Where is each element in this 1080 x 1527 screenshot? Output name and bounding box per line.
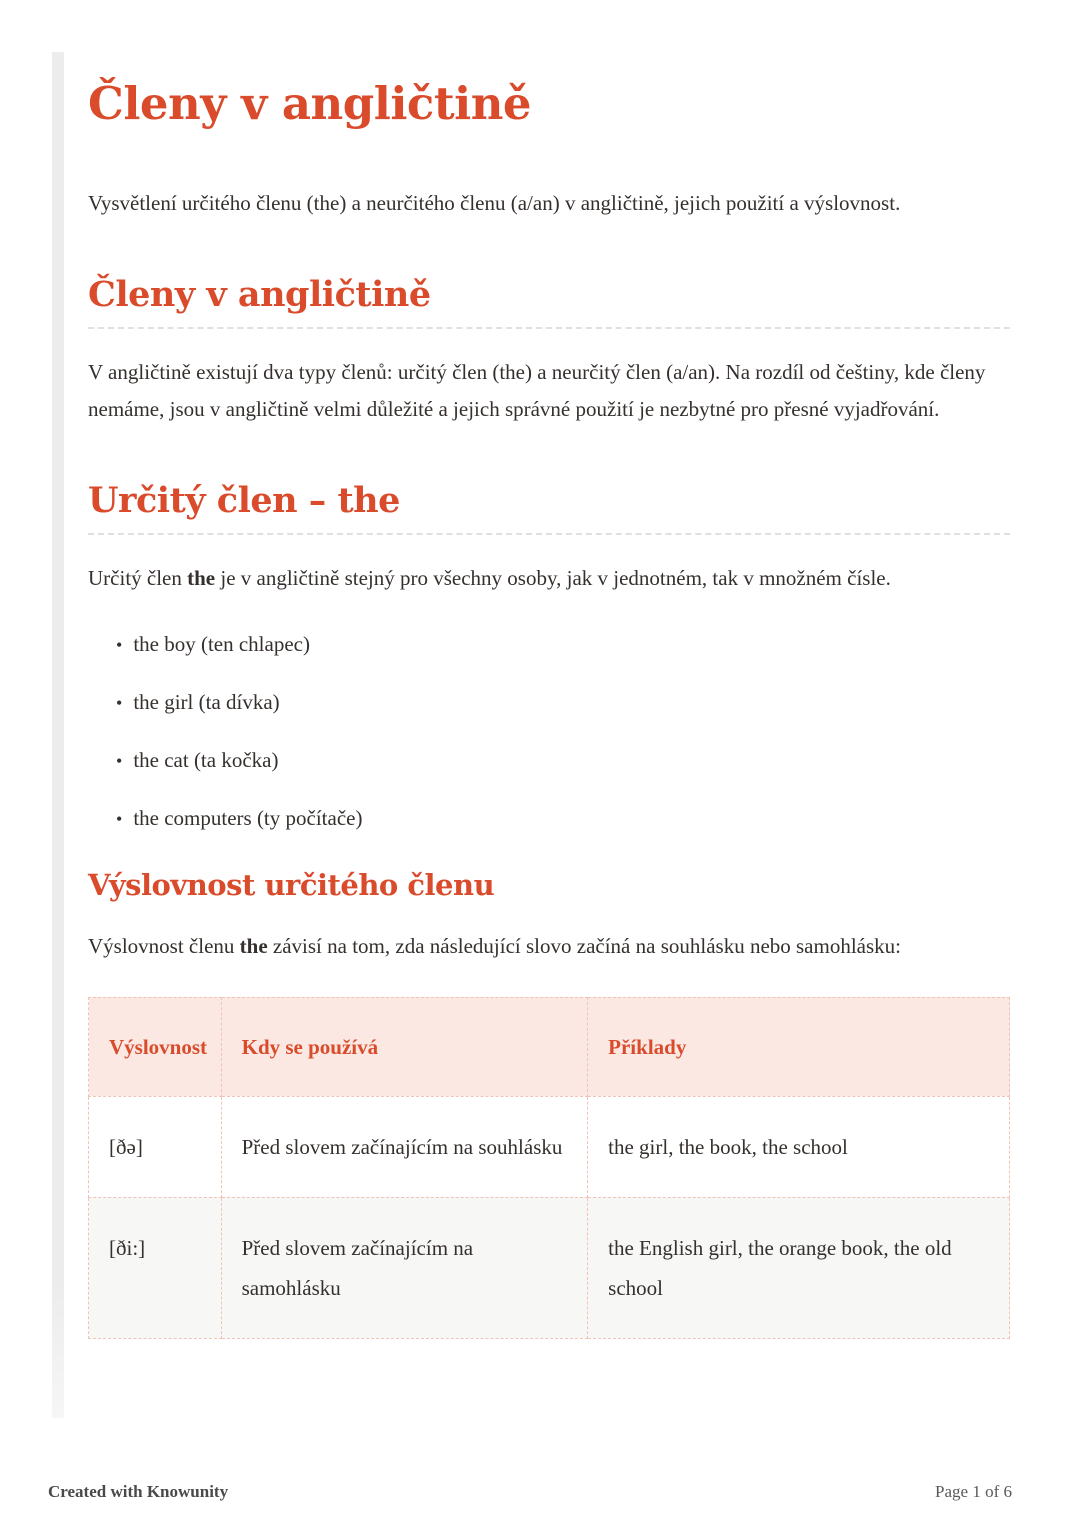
cell-usage: Před slovem začínajícím na samohlásku bbox=[221, 1197, 588, 1338]
list-item bbox=[116, 683, 1010, 722]
pronunciation-paragraph bbox=[88, 928, 1010, 965]
paragraph-text: Výslovnost členu bbox=[88, 933, 240, 958]
list-item-text: the girl (ta dívka) bbox=[133, 689, 280, 714]
paragraph-text: je v angličtině stejný pro všechny osoby, jak v jednotném, tak v množném čísle. bbox=[215, 565, 891, 590]
footer-brand-text: Created with Knowunity bbox=[48, 1482, 229, 1501]
list-item bbox=[116, 799, 1010, 838]
bold-term: the bbox=[239, 933, 268, 958]
list-item bbox=[116, 625, 1010, 664]
column-header-examples: Příklady bbox=[588, 997, 1010, 1096]
column-header-usage: Kdy se používá bbox=[221, 997, 588, 1096]
section-heading-overview: Členy v angličtině bbox=[88, 274, 1010, 329]
bullet-icon bbox=[116, 690, 133, 714]
page-footer bbox=[48, 1482, 1012, 1502]
overview-paragraph: V angličtině existují dva typy členů: určitý člen (the) a neurčitý člen (a/an). Na rozdíl od češtiny, kde členy nemáme, jsou v angličtině velmi důležité a jejich správné použití je nezbytné pro přesné vyjadřování. bbox=[88, 359, 986, 421]
cell-usage: Před slovem začínajícím na souhlásku bbox=[221, 1096, 588, 1197]
list-item-text: the cat (ta kočka) bbox=[133, 747, 279, 772]
table-header-row bbox=[89, 997, 1010, 1096]
cell-pronunciation: [ði:] bbox=[89, 1197, 222, 1338]
page-title: Členy v angličtině bbox=[88, 77, 532, 130]
bold-term: the bbox=[187, 565, 216, 590]
paragraph-text: závisí na tom, zda následující slovo začíná na souhlásku nebo samohlásku: bbox=[267, 933, 901, 958]
lead-paragraph: Vysvětlení určitého členu (the) a neurčitého členu (a/an) v angličtině, jejich použití a výslovnost. bbox=[88, 190, 901, 215]
paragraph-text: Určitý člen bbox=[88, 565, 188, 590]
column-header-pronunciation: Výslovnost bbox=[89, 997, 222, 1096]
table-row bbox=[89, 1096, 1010, 1197]
list-item-text: the boy (ten chlapec) bbox=[133, 631, 310, 656]
cell-examples: the English girl, the orange book, the old school bbox=[588, 1197, 1010, 1338]
table-row bbox=[89, 1197, 1010, 1338]
left-margin-bar bbox=[52, 52, 64, 1418]
footer-page-number: Page 1 of 6 bbox=[935, 1482, 1012, 1501]
bullet-icon bbox=[116, 806, 133, 830]
bullet-icon bbox=[116, 748, 133, 772]
list-item-text: the computers (ty počítače) bbox=[133, 805, 363, 830]
cell-examples: the girl, the book, the school bbox=[588, 1096, 1010, 1197]
document-page bbox=[88, 0, 1010, 1339]
list-item bbox=[116, 741, 1010, 780]
cell-pronunciation: [ðə] bbox=[89, 1096, 222, 1197]
pronunciation-table bbox=[88, 997, 1010, 1339]
section-heading-definite-article: Určitý člen – the bbox=[88, 480, 1010, 535]
definite-article-paragraph bbox=[88, 560, 1010, 597]
definite-article-examples bbox=[88, 625, 1010, 838]
bullet-icon bbox=[116, 632, 133, 656]
sub-heading-pronunciation: Výslovnost určitého členu bbox=[88, 867, 495, 902]
